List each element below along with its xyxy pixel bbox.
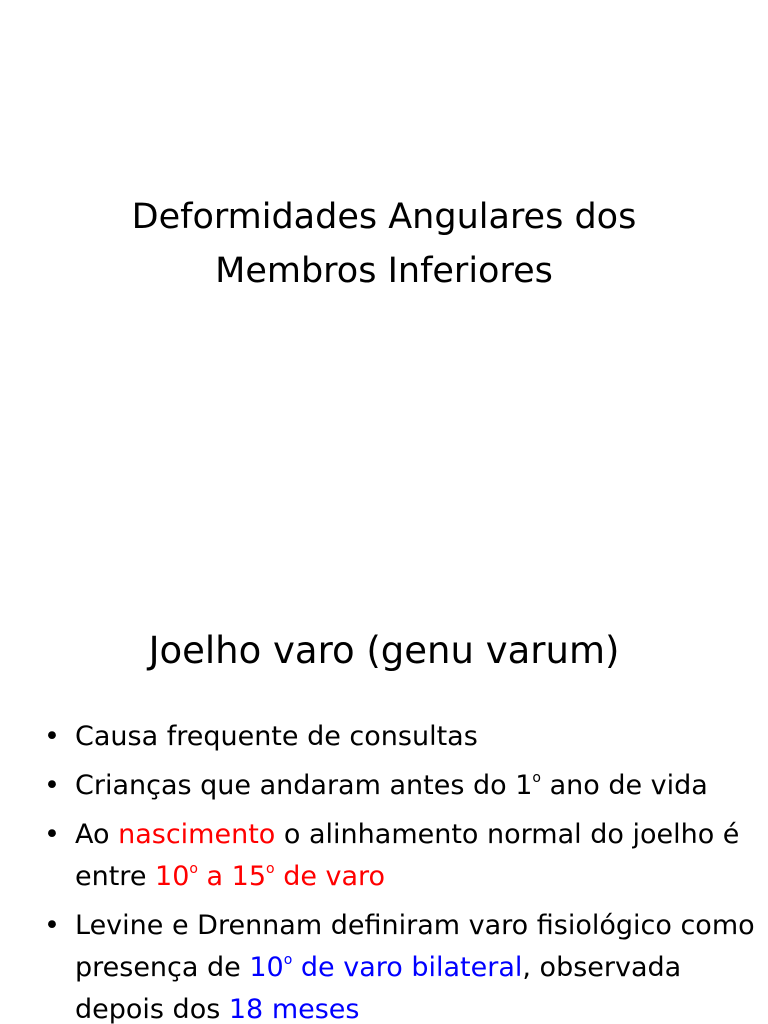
degree-superscript: o	[189, 861, 198, 877]
bullet-item-nascimento	[0, 814, 768, 898]
bullet-text-middle: , observada depois dos	[75, 952, 682, 1024]
bullet-text-middle: o alinhamento normal do joelho é entre	[75, 819, 740, 892]
slide-2-title: Joelho varo (genu varum)	[148, 629, 620, 672]
bullet-text: Causa frequente de consultas	[75, 721, 478, 752]
highlight-angle-min: 10	[155, 861, 190, 892]
bullet-icon: •	[44, 721, 60, 752]
bullet-item-consultas	[0, 716, 768, 758]
bullet-icon: •	[44, 910, 60, 941]
degree-superscript: o	[532, 770, 541, 786]
highlight-varo-bilateral: de varo bilateral	[292, 952, 523, 983]
bullet-item-levine	[0, 905, 768, 1024]
degree-superscript: o	[266, 861, 275, 877]
bullet-text-end: ano de vida	[540, 770, 708, 801]
highlight-angle-max: a 15	[197, 861, 267, 892]
slide-1-title	[0, 190, 768, 298]
bullet-list	[0, 716, 768, 1024]
bullet-icon: •	[44, 770, 60, 801]
bullet-text: Ao	[75, 819, 119, 850]
highlight-angle: 10	[249, 952, 284, 983]
bullet-item-criancas	[0, 765, 768, 807]
title-line-1: Deformidades Angulares dos	[131, 197, 637, 237]
highlight-18-meses: 18 meses	[228, 994, 360, 1024]
bullet-text: Crianças que andaram antes do 1	[75, 770, 533, 801]
highlight-nascimento: nascimento	[118, 819, 276, 850]
title-line-2: Membros Inferiores	[215, 251, 553, 291]
bullet-icon: •	[44, 819, 60, 850]
degree-superscript: o	[283, 952, 293, 968]
highlight-de-varo: de varo	[274, 861, 386, 892]
bullet-text: Levine e Drennam definiram varo fisiológico como presença de	[75, 910, 755, 983]
